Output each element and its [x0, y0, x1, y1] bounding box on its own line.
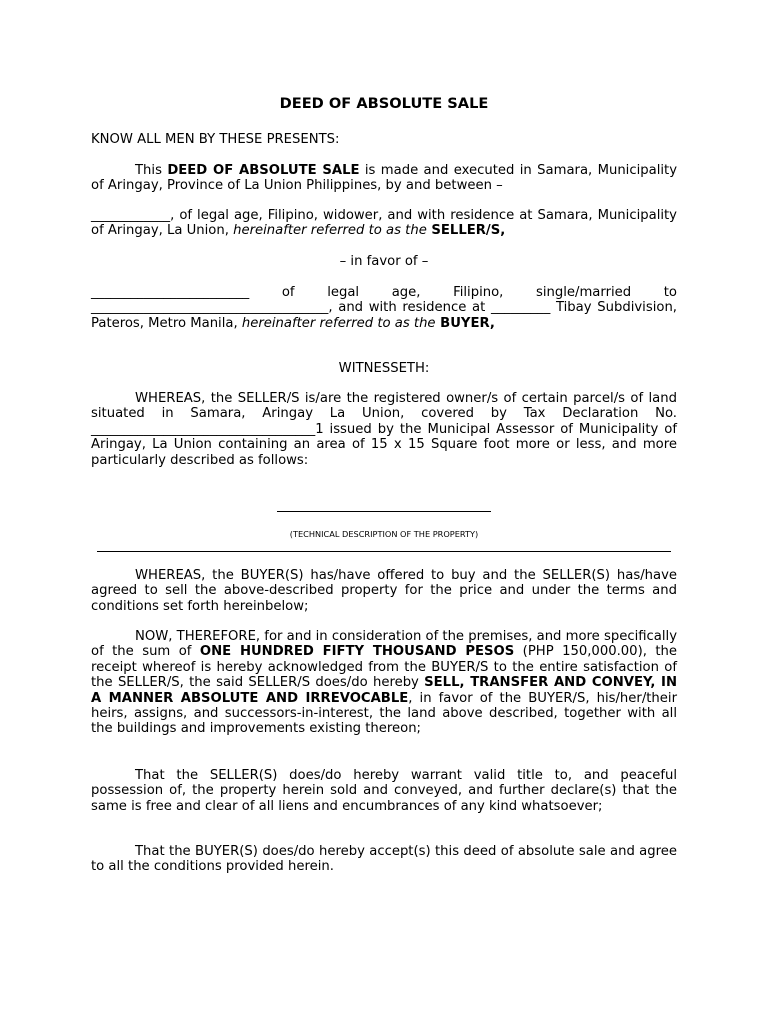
now-text-2: (PHP 150,000.00), the receipt whereof is hereby acknowledged from the BUYER/S to the entire satisfaction of the SELLER/S, the said SELLER/S does/do hereby [91, 644, 677, 691]
document-title: DEED OF ABSOLUTE SALE [279, 95, 489, 112]
paragraph-buyer [91, 285, 677, 331]
paragraph-whereas-owner: WHEREAS, the SELLER/S is/are the registered owner/s of certain parcel/s of land situated in Samara, Aringay La Union, covered by Tax Declaration No. __________________________________1 issued by the Municipal Assessor of Municipality of Aringay, La Union containing an area of 15 x 15 Square foot more or less, and more particularly described as follows: [91, 391, 677, 468]
buyer-bold: BUYER, [435, 315, 495, 331]
paragraph-intro [91, 163, 677, 194]
intro-text-bold: DEED OF ABSOLUTE SALE [167, 163, 360, 178]
buyer-text: ________________________ of legal age, Filipino, single/married to ____________________________________, and with residence at _________ Tibay Subdivision, Pateros, Metro Manila, [91, 285, 677, 331]
in-favor-of: – in favor of – [339, 254, 429, 269]
paragraph-acceptance: That the BUYER(S) does/do hereby accept(s) this deed of absolute sale and agree to all the conditions provided herein. [91, 844, 677, 875]
now-text-3: , in favor of the BUYER/S, his/her/their heirs, assigns, and successors-in-interest, the land above described, together with all the buildings and improvements existing thereon; [91, 690, 677, 737]
buyer-italic: hereinafter referred to as the [241, 315, 436, 331]
intro-text-pre: This [135, 163, 168, 178]
technical-description-label: (TECHNICAL DESCRIPTION OF THE PROPERTY) [289, 529, 479, 539]
signature-line-technical [277, 511, 491, 512]
paragraph-seller [91, 208, 677, 239]
witnesseth-heading: WITNESSETH: [338, 361, 430, 376]
paragraph-whereas-offer: WHEREAS, the BUYER(S) has/have offered to buy and the SELLER(S) has/have agreed to sell the above-described property for the price and under the terms and conditions set forth hereinbelow; [91, 568, 677, 614]
seller-text: ____________, of legal age, Filipino, widower, and with residence at Samara, Municipality of Aringay, La Union, [91, 208, 677, 239]
intro-text-post: is made and executed in Samara, Municipality of Aringay, Province of La Union Philippines, by and between – [91, 163, 678, 194]
seller-bold: SELLER/S, [426, 223, 506, 239]
now-price-words: ONE HUNDRED FIFTY THOUSAND PESOS [199, 644, 515, 660]
now-sell-clause: SELL, TRANSFER AND CONVEY, IN A MANNER ABSOLUTE AND IRREVOCABLE [91, 675, 677, 706]
seller-italic: hereinafter referred to as the [233, 223, 427, 239]
paragraph-now-therefore [91, 629, 677, 737]
now-text-1: NOW, THEREFORE, for and in consideration of the premises, and more specifically of the sum of [91, 629, 678, 660]
paragraph-warranty: That the SELLER(S) does/do hereby warrant valid title to, and peaceful possession of, the property herein sold and conveyed, and further declare(s) that the same is free and clear of all liens and encumbrances of any kind whatsoever; [91, 768, 677, 814]
salutation: KNOW ALL MEN BY THESE PRESENTS: [91, 132, 340, 147]
technical-description-line [97, 551, 671, 552]
